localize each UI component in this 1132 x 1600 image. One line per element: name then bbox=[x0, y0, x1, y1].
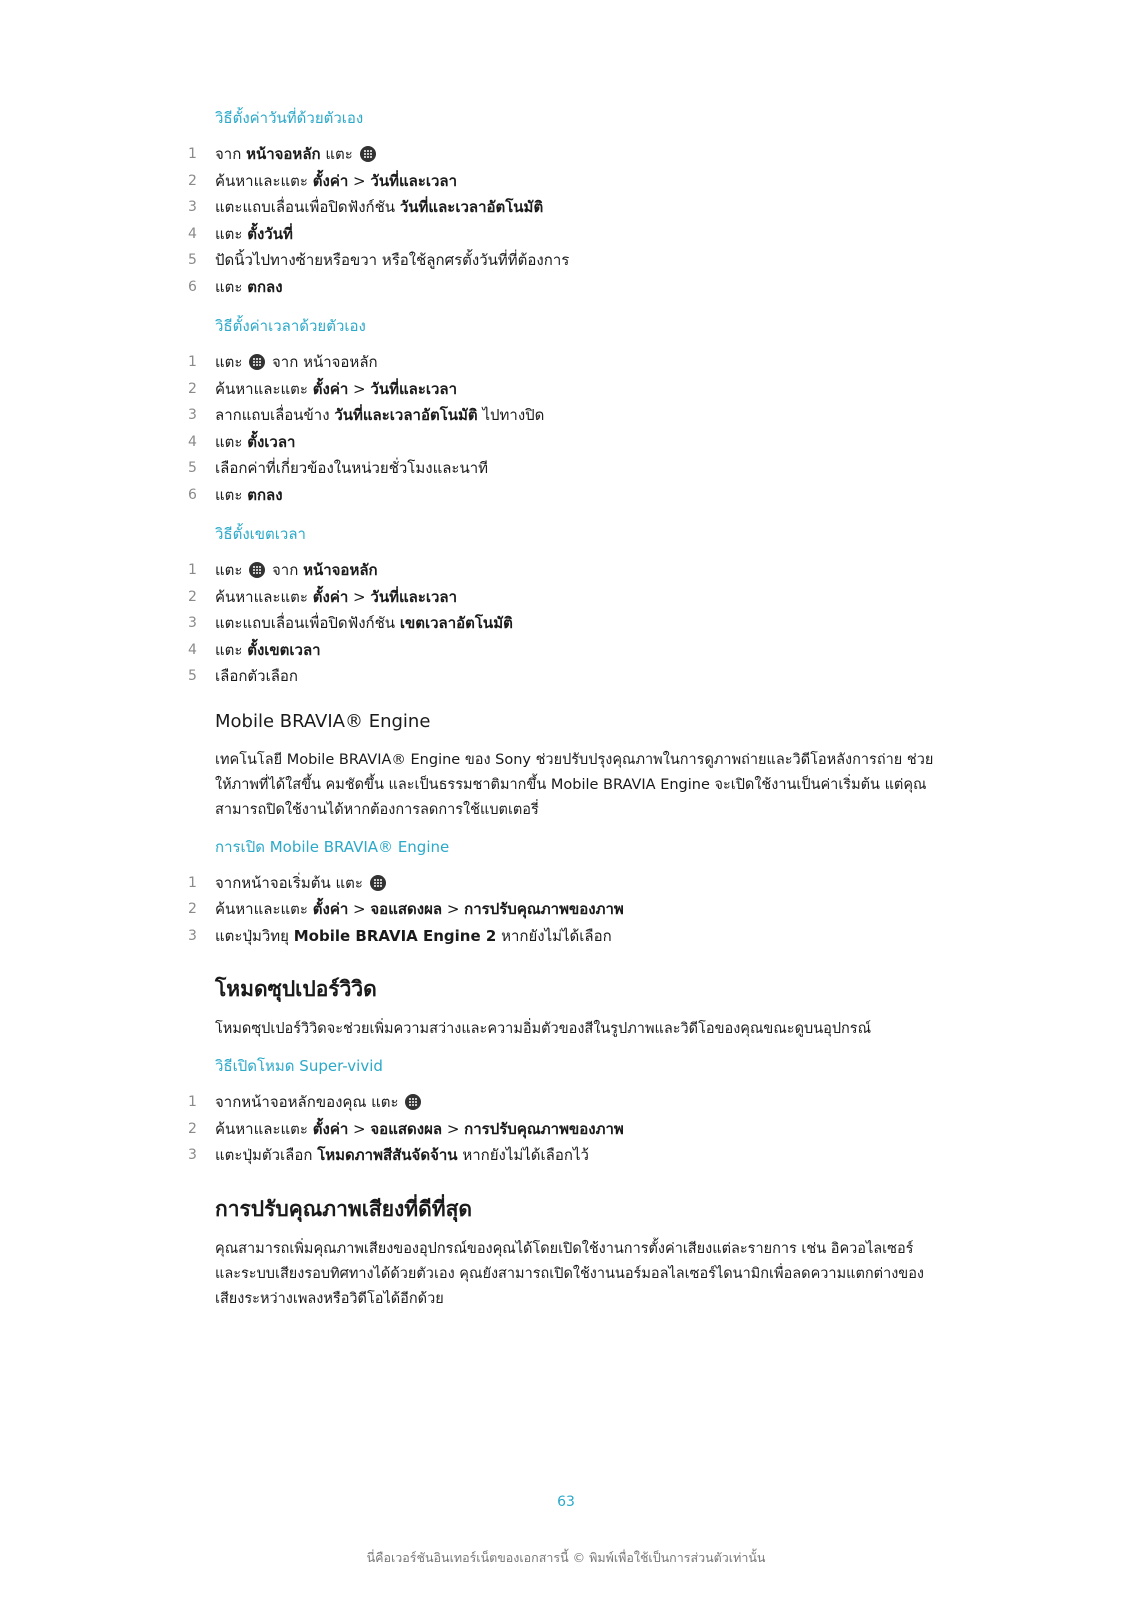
step-text: แตะปุ่มตัวเลือก bbox=[215, 1146, 318, 1164]
supervivid-section-title: โหมดซุปเปอร์วิวิด bbox=[215, 977, 377, 1001]
step-number: 4 bbox=[188, 641, 197, 658]
step bbox=[188, 1142, 945, 1169]
step-text: แตะ bbox=[215, 353, 248, 371]
step-number: 3 bbox=[188, 615, 197, 631]
page-content bbox=[188, 108, 945, 1326]
step-text: แตะ bbox=[215, 224, 248, 243]
step-emphasis: ตั้งค่า bbox=[312, 900, 349, 918]
set-time-steps bbox=[188, 349, 945, 508]
step-number: 6 bbox=[188, 278, 197, 295]
step-emphasis: ตกลง bbox=[247, 277, 283, 296]
step-text: แตะ bbox=[215, 640, 248, 659]
step-number: 1 bbox=[188, 146, 197, 162]
step bbox=[188, 1089, 945, 1116]
step bbox=[188, 274, 945, 301]
step-emphasis: วันที่และเวลาอัตโนมัติ bbox=[399, 198, 544, 216]
step-text: แตะ bbox=[215, 561, 248, 579]
step-text: แตะ bbox=[215, 432, 248, 451]
step-text: > bbox=[348, 379, 371, 398]
step bbox=[188, 1116, 945, 1143]
step-text: เลือกค่าที่เกี่ยวข้องในหน่วยชั่วโมงและนาที bbox=[215, 459, 489, 477]
step-number: 4 bbox=[188, 433, 197, 450]
step-emphasis: โหมดภาพสีสันจัดจ้าน bbox=[317, 1146, 458, 1164]
step-text: หากยังไม่ได้เลือกไว้ bbox=[457, 1146, 589, 1164]
step-emphasis: Mobile BRAVIA Engine 2 bbox=[293, 926, 497, 945]
step-text: เลือกตัวเลือก bbox=[215, 667, 298, 685]
step-emphasis: วันที่และเวลาอัตโนมัติ bbox=[334, 406, 478, 424]
step-number: 2 bbox=[188, 172, 197, 189]
step bbox=[188, 141, 945, 168]
step-number: 2 bbox=[188, 1120, 197, 1137]
paragraph-line: เทคโนโลยี Mobile BRAVIA® Engine ของ Sony ช่วยปรับปรุงคุณภาพในการดูภาพถ่ายและวิดีโอหลังการถ่าย ช่วย bbox=[215, 751, 934, 768]
step bbox=[188, 168, 945, 195]
step-number: 5 bbox=[188, 668, 197, 684]
step-number: 1 bbox=[188, 354, 197, 370]
paragraph-line: คุณสามารถเพิ่มคุณภาพเสียงของอุปกรณ์ของคุณได้โดยเปิดใช้งานการตั้งค่าเสียงแต่ละรายการ เช่น อิควอไลเซอร์ bbox=[215, 1240, 914, 1257]
step bbox=[188, 376, 945, 403]
step-text: จากหน้าจอหลักของคุณ แตะ bbox=[215, 1093, 404, 1111]
bravia-enable-heading: การเปิด Mobile BRAVIA® Engine bbox=[215, 837, 450, 856]
step bbox=[188, 663, 945, 690]
step bbox=[188, 482, 945, 509]
step-number: 2 bbox=[188, 588, 197, 605]
sound-description bbox=[215, 1237, 945, 1312]
set-timezone-steps bbox=[188, 557, 945, 690]
step-text: แตะแถบเลื่อนเพื่อปิดฟังก์ชัน bbox=[215, 198, 400, 216]
paragraph-line: เสียงระหว่างเพลงหรือวิดีโอได้อีกด้วย bbox=[215, 1290, 444, 1307]
set-timezone-heading: วิธีตั้งเขตเวลา bbox=[215, 525, 306, 543]
footer-note: นี่คือเวอร์ชันอินเทอร์เน็ตของเอกสารนี้ © พิมพ์เพื่อใช้เป็นการส่วนตัวเท่านั้น bbox=[366, 1550, 766, 1565]
step-number: 2 bbox=[188, 901, 197, 917]
step bbox=[188, 870, 945, 897]
step-text: แตะปุ่มวิทยุ bbox=[215, 926, 294, 945]
step bbox=[188, 610, 945, 637]
step bbox=[188, 557, 945, 584]
step-emphasis: ตั้งเขตเวลา bbox=[247, 640, 321, 659]
step-emphasis: เขตเวลาอัตโนมัติ bbox=[399, 614, 513, 632]
step-number: 2 bbox=[188, 380, 197, 397]
step bbox=[188, 194, 945, 221]
bravia-description bbox=[215, 748, 945, 823]
step-emphasis: ตั้งค่า bbox=[312, 587, 349, 606]
set-time-heading: วิธีตั้งค่าเวลาด้วยตัวเอง bbox=[215, 317, 366, 335]
step-number: 1 bbox=[188, 874, 197, 891]
step-number: 3 bbox=[188, 199, 197, 215]
step-number: 3 bbox=[188, 927, 197, 944]
apps-grid-icon bbox=[249, 562, 265, 578]
step-emphasis: การปรับคุณภาพของภาพ bbox=[464, 900, 624, 918]
step-text: หากยังไม่ได้เลือก bbox=[496, 926, 612, 945]
apps-grid-icon bbox=[249, 354, 265, 370]
step-emphasis: จอแสดงผล bbox=[370, 900, 443, 918]
step-text: ค้นหาและแตะ bbox=[215, 379, 313, 398]
step-text: ค้นหาและแตะ bbox=[215, 1119, 313, 1138]
step-text: แตะ bbox=[320, 145, 358, 163]
bravia-section-title: Mobile BRAVIA® Engine bbox=[215, 710, 431, 732]
apps-grid-icon bbox=[405, 1094, 421, 1110]
step-number: 1 bbox=[188, 562, 197, 578]
step bbox=[188, 923, 945, 950]
step-emphasis: หน้าจอหลัก bbox=[246, 145, 321, 163]
sound-section-title: การปรับคุณภาพเสียงที่ดีที่สุด bbox=[215, 1196, 473, 1221]
step-text: ลากแถบเลื่อนข้าง bbox=[215, 406, 335, 424]
step-text: จาก bbox=[267, 561, 304, 579]
step-emphasis: ตั้งเวลา bbox=[247, 432, 296, 451]
step-emphasis: วันที่และเวลา bbox=[370, 171, 458, 190]
step bbox=[188, 402, 945, 429]
supervivid-description: โหมดซุปเปอร์วิวิดจะช่วยเพิ่มความสว่างและความอิ่มตัวของสีในรูปภาพและวิดีโอของคุณขณะดูบนอุปกรณ์ bbox=[215, 1021, 872, 1037]
step bbox=[188, 221, 945, 248]
step bbox=[188, 349, 945, 376]
step bbox=[188, 455, 945, 482]
step-number: 3 bbox=[188, 407, 197, 423]
step-number: 5 bbox=[188, 460, 197, 476]
step-text: ไปทางปิด bbox=[477, 406, 545, 424]
step-number: 4 bbox=[188, 225, 197, 242]
set-date-steps bbox=[188, 141, 945, 300]
bravia-steps bbox=[188, 870, 945, 950]
step-number: 1 bbox=[188, 1094, 197, 1110]
step-text: > bbox=[348, 900, 371, 918]
step-text: ปัดนิ้วไปทางซ้ายหรือขวา หรือใช้ลูกศรตั้งวันที่ที่ต้องการ bbox=[215, 251, 570, 269]
step-text: > bbox=[442, 900, 465, 918]
step-number: 6 bbox=[188, 486, 197, 503]
step-text: แตะ bbox=[215, 277, 248, 296]
supervivid-steps bbox=[188, 1089, 945, 1169]
step-text: แตะ bbox=[215, 485, 248, 504]
step bbox=[188, 896, 945, 923]
step-emphasis: หน้าจอหลัก bbox=[303, 561, 378, 579]
step-text: ค้นหาและแตะ bbox=[215, 171, 313, 190]
step-text: จากหน้าจอเริ่มต้น แตะ bbox=[215, 873, 368, 892]
step bbox=[188, 584, 945, 611]
step-emphasis: ตั้งค่า bbox=[312, 1119, 349, 1138]
step-text: จาก bbox=[215, 145, 247, 163]
step-emphasis: ตั้งค่า bbox=[312, 379, 349, 398]
step-emphasis: การปรับคุณภาพของภาพ bbox=[464, 1119, 624, 1138]
step-text: > bbox=[348, 171, 371, 190]
step-text: > bbox=[442, 1119, 465, 1138]
step-text: จาก หน้าจอหลัก bbox=[267, 353, 378, 371]
step-text: ค้นหาและแตะ bbox=[215, 900, 313, 918]
step-text: > bbox=[348, 1119, 371, 1138]
step-text: > bbox=[348, 587, 371, 606]
step-emphasis: จอแสดงผล bbox=[370, 1119, 443, 1138]
step-text: ค้นหาและแตะ bbox=[215, 587, 313, 606]
step-number: 5 bbox=[188, 252, 197, 268]
step-number: 3 bbox=[188, 1147, 197, 1163]
step-emphasis: ตั้งวันที่ bbox=[247, 224, 293, 243]
step-emphasis: วันที่และเวลา bbox=[370, 379, 458, 398]
page-number: 63 bbox=[557, 1494, 575, 1510]
step bbox=[188, 637, 945, 664]
paragraph-line: และระบบเสียงรอบทิศทางได้ด้วยตัวเอง คุณยังสามารถเปิดใช้งานนอร์มอลไลเซอร์ไดนามิกเพื่อลดความแตกต่างของ bbox=[215, 1265, 925, 1282]
step bbox=[188, 247, 945, 274]
paragraph-line: ให้ภาพที่ได้ใสขึ้น คมชัดขึ้น และเป็นธรรมชาติมากขึ้น Mobile BRAVIA Engine จะเปิดใช้งานเป็นค่าเริ่มต้น แต่คุณ bbox=[215, 776, 927, 793]
step bbox=[188, 429, 945, 456]
apps-grid-icon bbox=[370, 875, 386, 891]
step-emphasis: ตั้งค่า bbox=[312, 171, 349, 190]
supervivid-enable-heading: วิธีเปิดโหมด Super-vivid bbox=[215, 1057, 383, 1075]
paragraph-line: สามารถปิดใช้งานได้หากต้องการลดการใช้แบตเตอรี่ bbox=[215, 801, 539, 818]
apps-grid-icon bbox=[360, 146, 376, 162]
step-text: แตะแถบเลื่อนเพื่อปิดฟังก์ชัน bbox=[215, 614, 400, 632]
set-date-heading: วิธีตั้งค่าวันที่ด้วยตัวเอง bbox=[215, 109, 364, 127]
step-emphasis: วันที่และเวลา bbox=[370, 587, 458, 606]
step-emphasis: ตกลง bbox=[247, 485, 283, 504]
